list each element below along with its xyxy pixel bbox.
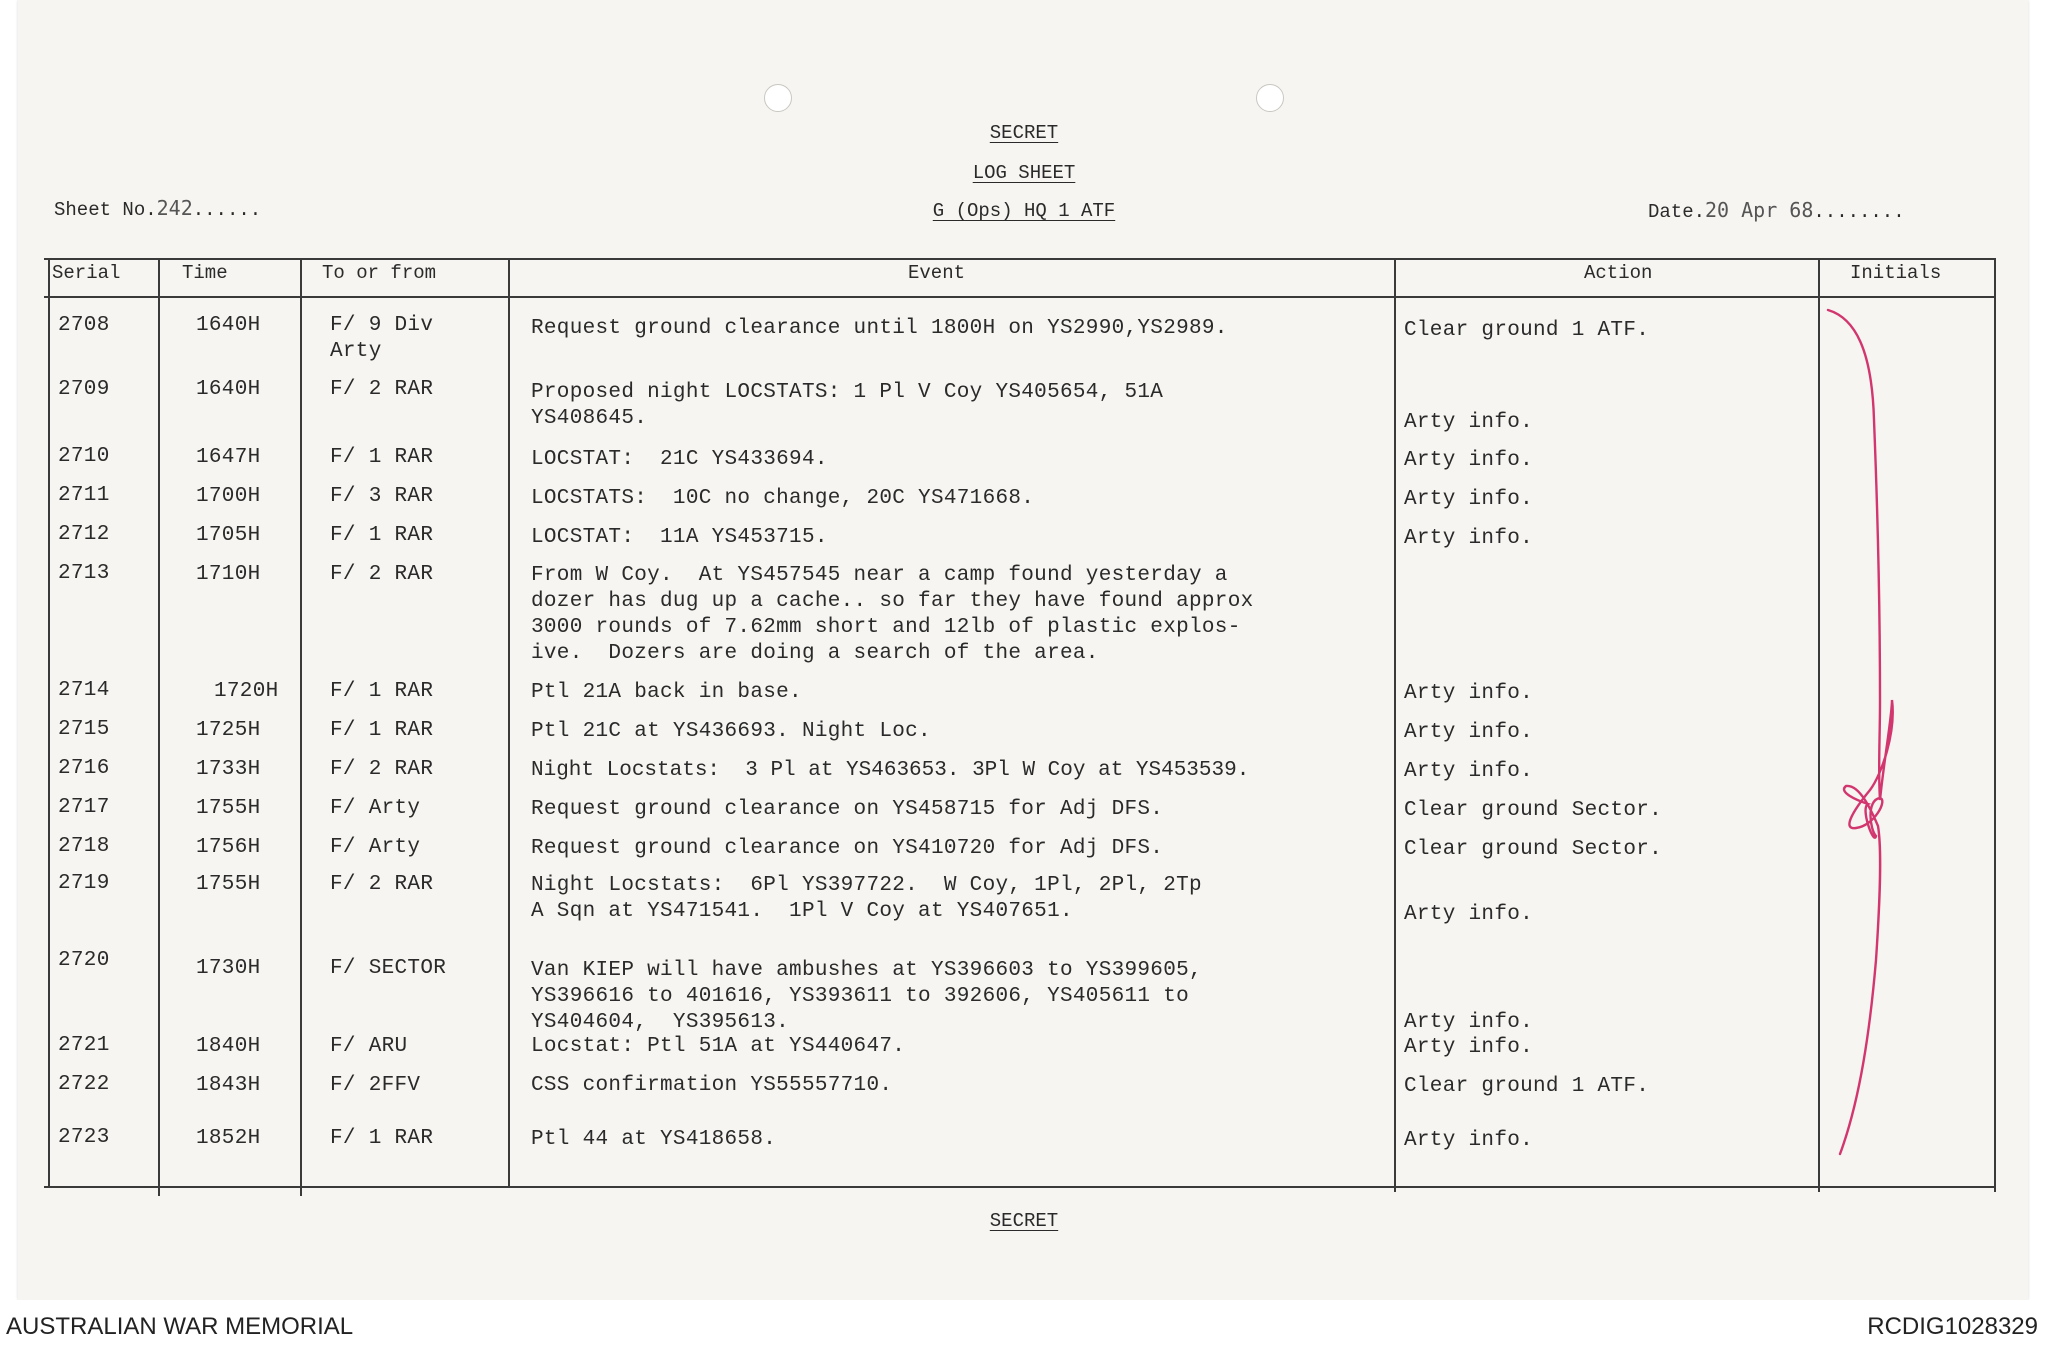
row-event: From W Coy. At YS457545 near a camp found yesterday a dozer has dug up a cache.. so far they have found approx 3000 rounds of 7.62mm short and 12lb of plastic explos- ive. Dozers are doing a search of the area. xyxy=(531,564,1254,665)
row-action: Arty info. xyxy=(1404,1036,1534,1059)
row-event: CSS confirmation YS55557710. xyxy=(531,1074,893,1097)
row-event: Van KIEP will have ambushes at YS396603 to YS399605, YS396616 to 401616, YS393611 to 392606, YS405611 to YS404604, YS395613. xyxy=(531,959,1202,1034)
row-event: LOCSTAT: 11A YS453715. xyxy=(531,526,828,549)
sheet-number-label: Sheet No. xyxy=(54,199,157,221)
row-time: 1733H xyxy=(196,758,261,781)
row-serial: 2721 xyxy=(58,1034,110,1057)
row-to-or-from: F/ 1 RAR xyxy=(330,446,434,469)
row-serial: 2717 xyxy=(58,796,110,819)
row-to-or-from: F/ Arty xyxy=(330,797,421,820)
row-to-or-from: F/ 2FFV xyxy=(330,1074,421,1097)
row-to-or-from: F/ SECTOR xyxy=(330,957,447,980)
date-dots: ........ xyxy=(1813,201,1905,223)
row-action: Arty info. xyxy=(1404,449,1534,472)
row-action: Arty info. xyxy=(1404,1129,1534,1152)
row-action: Clear ground Sector. xyxy=(1404,799,1663,822)
date-label: Date. xyxy=(1648,201,1706,223)
row-serial: 2720 xyxy=(58,949,110,972)
row-action: Clear ground 1 ATF. xyxy=(1404,1075,1650,1098)
row-action: Arty info. xyxy=(1404,682,1534,705)
col-header-action: Action xyxy=(1584,262,1653,284)
row-time: 1840H xyxy=(196,1035,261,1058)
footer-classification: SECRET xyxy=(989,1210,1059,1232)
row-event: Proposed night LOCSTATS: 1 Pl V Coy YS405654, 51A YS408645. xyxy=(531,381,1164,430)
row-serial: 2713 xyxy=(58,562,110,585)
col-header-serial: Serial xyxy=(52,262,121,284)
col-header-to-or-from: To or from xyxy=(322,262,437,284)
col-header-time: Time xyxy=(182,262,228,284)
row-action: Arty info. xyxy=(1404,721,1534,744)
row-serial: 2714 xyxy=(58,679,110,702)
sheet-number-dots: ...... xyxy=(192,199,262,221)
row-to-or-from: F/ 2 RAR xyxy=(330,873,434,896)
row-serial: 2718 xyxy=(58,835,110,858)
row-to-or-from: F/ Arty xyxy=(330,836,421,859)
row-to-or-from: F/ 1 RAR xyxy=(330,719,434,742)
row-event: Request ground clearance until 1800H on YS2990,YS2989. xyxy=(531,317,1228,340)
row-time: 1705H xyxy=(196,524,261,547)
row-event: Request ground clearance on YS410720 for Adj DFS. xyxy=(531,837,1164,860)
row-event: Night Locstats: 6Pl YS397722. W Coy, 1Pl, 2Pl, 2Tp A Sqn at YS471541. 1Pl V Coy at YS407651. xyxy=(531,874,1202,923)
archive-name: AUSTRALIAN WAR MEMORIAL xyxy=(6,1313,354,1340)
row-to-or-from: F/ 1 RAR xyxy=(330,1127,434,1150)
col-header-event: Event xyxy=(908,262,966,284)
row-serial: 2719 xyxy=(58,872,110,895)
row-to-or-from: F/ 2 RAR xyxy=(330,758,434,781)
row-serial: 2723 xyxy=(58,1126,110,1149)
row-event: Ptl 44 at YS418658. xyxy=(531,1128,777,1151)
row-serial: 2710 xyxy=(58,445,110,468)
row-time: 1640H xyxy=(196,314,261,337)
row-action: Arty info. xyxy=(1404,488,1534,511)
row-serial: 2716 xyxy=(58,757,110,780)
row-action: Arty info. xyxy=(1404,760,1534,783)
row-time: 1843H xyxy=(196,1074,261,1097)
row-to-or-from: F/ 9 Div Arty xyxy=(330,314,434,363)
log-sheet-title: LOG SHEET xyxy=(972,162,1076,184)
unit-heading: G (Ops) HQ 1 ATF xyxy=(932,200,1116,222)
row-serial: 2715 xyxy=(58,718,110,741)
row-time: 1725H xyxy=(196,719,261,742)
row-to-or-from: F/ 2 RAR xyxy=(330,378,434,401)
row-time: 1756H xyxy=(196,836,261,859)
row-time: 1647H xyxy=(196,446,261,469)
archive-id: RCDIG1028329 xyxy=(1867,1313,2038,1340)
row-time: 1852H xyxy=(196,1127,261,1150)
row-action: Clear ground 1 ATF. xyxy=(1404,319,1650,342)
row-time: 1640H xyxy=(196,378,261,401)
row-time: 1755H xyxy=(196,873,261,896)
row-event: Request ground clearance on YS458715 for Adj DFS. xyxy=(531,798,1164,821)
row-event: Locstat: Ptl 51A at YS440647. xyxy=(531,1035,906,1058)
row-action: Arty info. xyxy=(1404,1011,1534,1034)
row-to-or-from: F/ 3 RAR xyxy=(330,485,434,508)
row-serial: 2722 xyxy=(58,1073,110,1096)
row-to-or-from: F/ 1 RAR xyxy=(330,524,434,547)
row-event: Ptl 21C at YS436693. Night Loc. xyxy=(531,720,931,743)
classification-heading: SECRET xyxy=(989,122,1059,144)
row-action: Clear ground Sector. xyxy=(1404,838,1663,861)
row-time: 1755H xyxy=(196,797,261,820)
row-event: Ptl 21A back in base. xyxy=(531,681,802,704)
row-time: 1730H xyxy=(196,957,261,980)
row-time: 1700H xyxy=(196,485,261,508)
row-time: 1720H xyxy=(214,680,279,703)
row-event: LOCSTATS: 10C no change, 20C YS471668. xyxy=(531,487,1035,510)
row-action: Arty info. xyxy=(1404,527,1534,550)
row-serial: 2712 xyxy=(58,523,110,546)
row-serial: 2708 xyxy=(58,314,110,337)
row-time: 1710H xyxy=(196,563,261,586)
row-to-or-from: F/ 2 RAR xyxy=(330,563,434,586)
row-action: Arty info. xyxy=(1404,903,1534,926)
sheet-number-value: 242 xyxy=(156,196,193,220)
row-serial: 2709 xyxy=(58,378,110,401)
date-value: 20 Apr 68 xyxy=(1705,198,1814,222)
row-to-or-from: F/ ARU xyxy=(330,1035,408,1058)
row-serial: 2711 xyxy=(58,484,110,507)
row-to-or-from: F/ 1 RAR xyxy=(330,680,434,703)
row-action: Arty info. xyxy=(1404,411,1534,434)
row-event: LOCSTAT: 21C YS433694. xyxy=(531,448,828,471)
col-header-initials: Initials xyxy=(1850,262,1942,284)
row-event: Night Locstats: 3 Pl at YS463653. 3Pl W Coy at YS453539. xyxy=(531,759,1250,782)
